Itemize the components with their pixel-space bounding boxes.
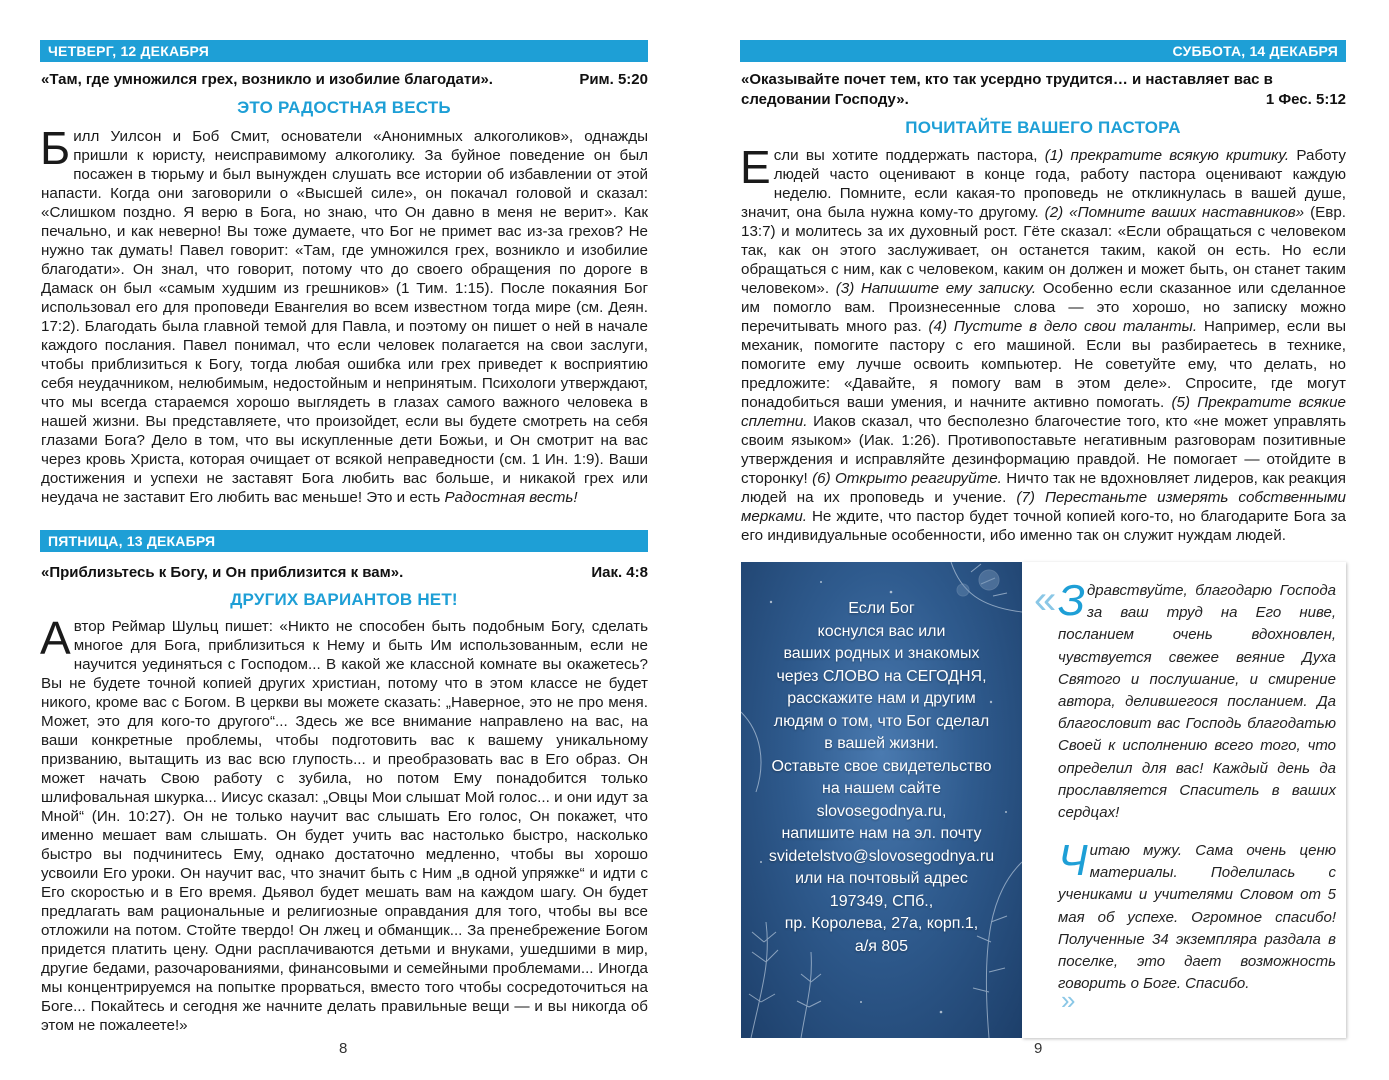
day-header-friday: ПЯТНИЦА, 13 ДЕКАБРЯ	[40, 530, 648, 552]
verse-text: «Оказывайте почет тем, кто так усердно трудится… и наставляет вас в следовании Господу».	[741, 71, 1273, 108]
article-title: ПОЧИТАЙТЕ ВАШЕГО ПАСТОРА	[905, 118, 1181, 137]
promo-box	[741, 562, 1022, 1038]
promo-line: 197349, СПб.,	[829, 892, 934, 910]
drop-cap: Б	[40, 122, 71, 174]
promo-line: ваших родных и знакомых	[783, 645, 980, 662]
article-body-thursday	[40, 122, 648, 507]
drop-cap: А	[40, 612, 71, 664]
article-text: Особенно если сказанное или сделанное им помогло вам. Произнесенные слова — это хорошо, но записку можно перечитывать много раз.	[741, 280, 1346, 335]
article-text: Не ждите, что пастор будет точной копией кого-то, но благодарите Бога за его индивидуальные особенности, ибо именно так он служит нуждам людей.	[741, 508, 1346, 544]
verse-reference: Иак. 4:8	[591, 564, 648, 581]
testimonial-1	[1058, 576, 1336, 824]
verse-text: «Приблизьтесь к Богу, и Он приблизится к вам».	[41, 564, 404, 581]
article-text: илл Уилсон и Боб Смит, основатели «Анонимных алкоголиков», однажды пришли к юристу, неисправимому алкоголику. За буйное поведение он был посажен в тюрьму и был вынужден слушать все истории об избавлении от этой напасти. Когда они заговорили о «Высшей силе», он покачал головой и сказал: «Слишком поздно. Я верю в Бога, но знаю, что Он давно в меня не верит». Как печально, и как неверно! Вы тоже думаете, что Бог не примет вас из-за грехов? Не нужно так думать! Павел говорит: «Там, где умножился грех, возникло и изобилие благодати». Он знал, что говорит, потому что до своего обращения по дороге в Дамаск он был «самым худшим из грешников» (1 Тим. 1:15). После покаяния Бог использовал его для проповеди Евангелия во всем известном тогда мире (см. Деян. 17:2). Благодать была главной темой для Павла, и поэтому он пишет о ней в начале каждого послания. Павел понимал, что если человек полагается на свои заслуги, чтобы приблизиться к Богу, тогда любая ошибка или грех приведет к восприятию себя неудачником, нелюбимым, недостойным и непринятым. Психологи утверждают, что мы всегда стараемся хорошо выглядеть в глазах самого важного человека в нашей жизни. Вы представляете, что произойдет, если вы будете смотреть на себя глазами Бога? Дело в том, что вы искупленные дети Божьи, и Он смотрит на вас через кровь Христа, которая очищает от всякой неправедности (см. 1 Ин. 1:9). Ваши достижения и успехи не заставят Бога любить вас больше, и никакой грех или неудача не заставит Его любить вас меньше! Это и есть	[41, 128, 648, 506]
article-text: (Евр. 13:7) и молитесь за их духовный рост. Гёте сказал: «Если обращаться с человеком так, как он этого заслуживает, он останется таким, какой он есть. Но если обращаться с ним, как с человеком, каким он должен и может быть, он станет таким человеком».	[741, 204, 1346, 297]
page-number: 8	[339, 1040, 348, 1057]
article-body-friday	[40, 612, 648, 1035]
verse-block-saturday	[741, 70, 1346, 110]
article-text-emphasis: (4) Пустите в дело свои таланты.	[928, 318, 1198, 335]
article-title: ДРУГИХ ВАРИАНТОВ НЕТ!	[230, 590, 458, 609]
verse-block-friday	[41, 563, 648, 583]
article-text-emphasis: (5) Прекратите всякие сплетни.	[741, 394, 1346, 430]
page-right	[694, 0, 1389, 1080]
article-text: сли вы хотите поддержать пастора,	[773, 147, 1045, 164]
article-text-emphasis: (2) «Помните ваших наставников»	[1044, 204, 1305, 221]
promo-line: на нашем сайте	[822, 780, 941, 797]
promo-line: напишите нам на эл. почту	[781, 825, 982, 842]
verse-text: «Там, где умножился грех, возникло и изобилие благодати».	[41, 71, 493, 88]
testimonial-2	[1058, 836, 1336, 995]
day-header-thursday: ЧЕТВЕРГ, 12 ДЕКАБРЯ	[40, 40, 648, 62]
article-text-ending: Радостная весть!	[444, 489, 578, 506]
promo-line: коснулся вас или	[817, 622, 946, 640]
promo-line: или на почтовый адрес	[795, 870, 968, 887]
promo-text	[741, 598, 1022, 958]
promo-line: Оставьте свое свидетельство	[771, 757, 992, 775]
article-text: Иаков сказал, что бесполезно благочестие того, кто «не может управлять своим языком» (Иак. 1:26). Противопоставьте негативным разговорам позитивные утверждения и исправляйте дезинформацию правдой. Не помогает — отойдите в сторонку!	[741, 413, 1346, 487]
promo-line: Если Бог	[848, 600, 915, 617]
testimonial-text: итаю мужу. Сама очень ценю материалы. Поделилась с учениками и учителями Словом от 5 мая об успехе. Огромное спасибо! Полученные 34 экземпляра раздала в поселке, это дает возможность говорить о Боге. Спасибо.	[1058, 842, 1336, 993]
drop-cap: Ч	[1058, 836, 1088, 885]
promo-line: расскажите нам и другим	[787, 690, 976, 707]
article-text-emphasis: (1) прекратите всякую критику.	[1044, 147, 1290, 164]
page-number: 9	[1034, 1040, 1043, 1057]
article-body-saturday	[740, 141, 1347, 545]
day-header-saturday: СУББОТА, 14 ДЕКАБРЯ	[740, 40, 1346, 62]
promo-line: через СЛОВО на СЕГОДНЯ,	[776, 667, 987, 685]
page-left	[0, 0, 694, 1080]
promo-line: в вашей жизни.	[824, 735, 939, 752]
verse-reference: Рим. 5:20	[579, 71, 648, 88]
quote-open-mark: «	[1034, 578, 1057, 622]
testimonial-text: дравствуйте, благодарю Господа за ваш труд на Его ниве, посланием очень вдохновлен, чувствуется свежее веяние Духа Святого и послушание, и смирение автора, делившегося посланием. Да благословит вас Господь благодатью Своей к исполнению всего того, что определил для вас! Каждый день да прославляется Спаситель в ваших сердцах!	[1058, 582, 1336, 822]
article-text-emphasis: (3) Напишите ему записку.	[835, 280, 1037, 297]
quote-close-mark: »	[1061, 985, 1076, 1015]
promo-line: пр. Королева, 27а, корп.1,	[784, 915, 979, 932]
testimonials-panel	[1022, 562, 1346, 1038]
drop-cap: Е	[740, 141, 771, 193]
article-text-emphasis: (7) Перестаньте измерять собственными мерками.	[741, 489, 1346, 525]
article-text: Например, если вы механик, помогите пастору с его машиной. Если вы разбираетесь в технике, помогите ему лучше освоить компьютер. Не советуйте ему, что делать, но предложите: «Давайте, я помогу вам в этом деле». Спросите, где могут понадобиться ваши умения, и начните активно помогать.	[741, 318, 1347, 411]
article-text: Работу людей часто оценивают в конце года, работу пастора оценивают каждую неделю. Помните, если какая-то проповедь не откликнулась в вашей душе, значит, она была нужна кому-то другому.	[741, 147, 1347, 221]
promo-line: людям о том, что Бог сделал	[773, 712, 990, 730]
promo-line: а/я 805	[854, 937, 909, 955]
verse-reference: 1 Фес. 5:12	[1265, 91, 1346, 108]
article-text: Ничто так не вдохновляет лидеров, как реакция людей на их проповедь и учение.	[741, 470, 1346, 506]
drop-cap: З	[1058, 576, 1086, 625]
article-title: ЭТО РАДОСТНАЯ ВЕСТЬ	[237, 98, 451, 117]
verse-block-thursday	[41, 70, 648, 90]
article-text: втор Реймар Шульц пишет: «Никто не способен быть подобным Богу, сделать многое для Бога, приблизиться к Нему и быть Им использованным, если не научится уединяться с Господом... В какой же классной комнате вы окажетесь? Вы не будете точной копией других христиан, потому что в этом классе не будет никого, кроме вас с Богом. В церкви вы можете сказать: „Наверное, это не про меня. Может, это для кого-то другого“... Здесь же все внимание направлено на вас, на ваши конкретные проблемы, чтобы подготовить вас к вашему уникальному призванию, вытащить из вас всю глупость... и преобразовать вас в Его образ. Он может начать Свою работу с зубила, но потом Ему понадобится только шлифовальная шкурка... Иисус сказал: „Овцы Мои слышат Мой голос... и они идут за Мной“ (Ин. 10:27). Он не только научит вас слышать Его голос, Он покажет, что именно мешает вам слышать. Он будет учить вас настолько быстро, насколько быстро вы подчинитесь Ему, однако достаточно медленно, чтобы вы хорошо усвоили Его уроки. Он научит вас, что значит быть с Ним „в одной упряжке“ и идти с Его скоростью и в Его время. Дьявол будет мешать вам на каждом шагу. Он будет предлагать вам рациональные и религиозные оправдания для того, чтобы вы все отложили на потом. Стойте твердо! Он лжец и обманщик... За пренебрежение Богом придется платить цену. Одни расплачиваются детьми и внуками, ушедшими в мир, другие бедами, разочарованиями, финансовыми и семейными проблемами... Иногда мы концентрируемся на попытке прорваться, вместо того чтобы сосредоточиться на Боге... Покайтесь и сегодня же начните делать правильные вещи — и вы никогда об этом не пожалеете!»	[41, 618, 648, 1034]
promo-line: svidetelstvo@slovosegodnya.ru	[768, 847, 995, 865]
article-text-emphasis: (6) Открыто реагируйте.	[812, 470, 1002, 487]
promo-line: slovosegodnya.ru,	[816, 802, 947, 820]
